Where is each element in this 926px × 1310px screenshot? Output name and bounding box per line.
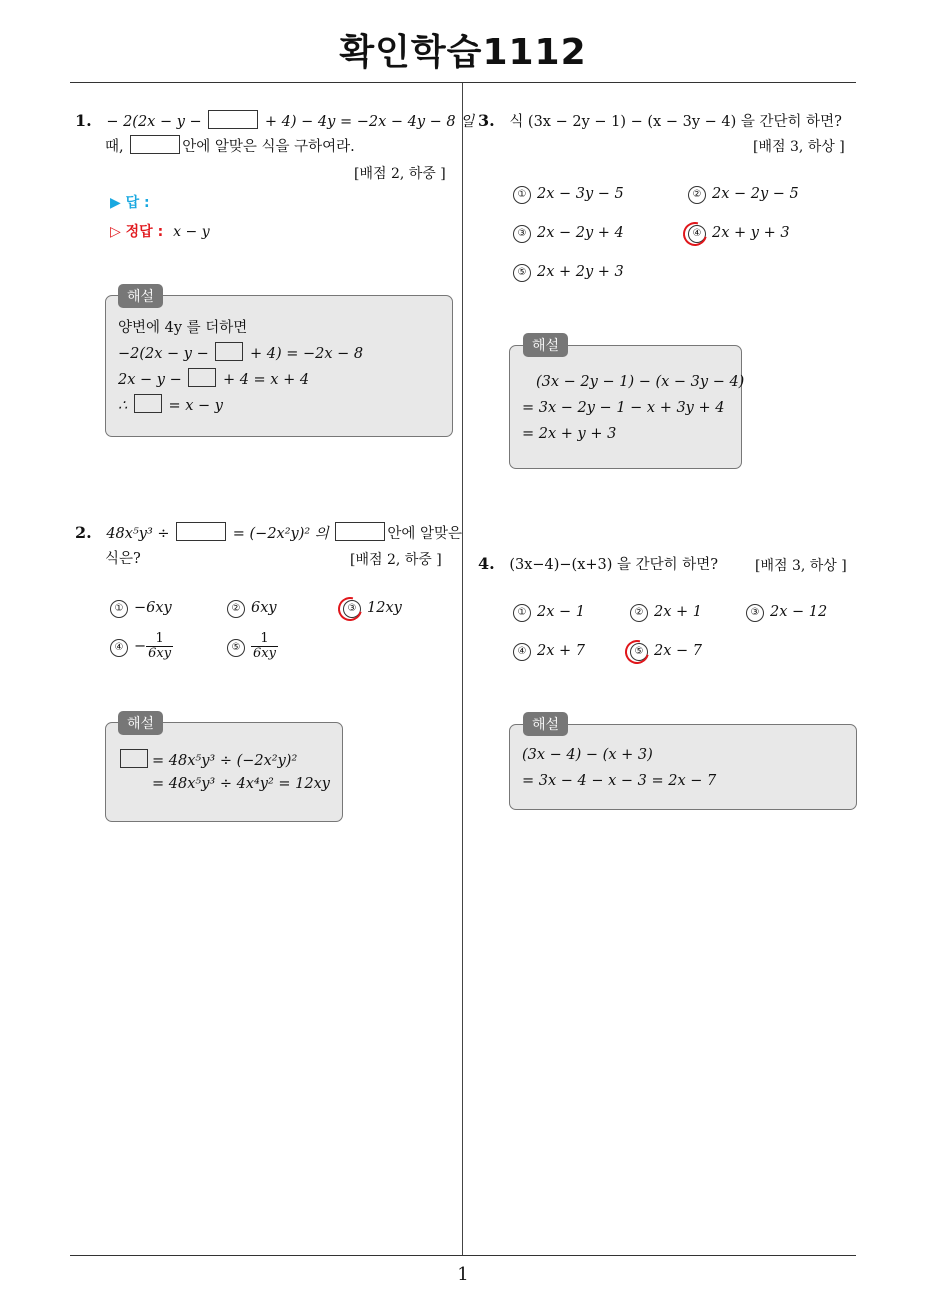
solution-box bbox=[105, 295, 453, 437]
question-4 bbox=[478, 551, 718, 578]
question-text: = (−2x²y)² 의 bbox=[232, 526, 329, 542]
question-number: 3. bbox=[478, 111, 495, 130]
answer-blank bbox=[188, 368, 216, 387]
solution-box bbox=[509, 724, 857, 810]
option-3[interactable]: ③ 12xy bbox=[343, 600, 402, 618]
option-4[interactable]: ④ 2x + y + 3 bbox=[688, 225, 790, 243]
question-text: 식 (3x − 2y − 1) − (x − 3y − 4) 을 간단히 하면? bbox=[509, 114, 842, 130]
question-text: 안에 알맞은 식을 구하여라. bbox=[182, 139, 355, 155]
solution-line: −2(2x − y − + 4) = −2x − 8 bbox=[118, 342, 363, 362]
option-1[interactable]: ① 2x − 3y − 5 bbox=[513, 186, 624, 204]
option-4[interactable]: ④ − $\frac{1}{6xy}$ bbox=[110, 632, 173, 661]
answer-blank bbox=[176, 522, 226, 541]
solution-box bbox=[105, 722, 343, 822]
option-2[interactable]: ② 6xy bbox=[227, 600, 277, 618]
solution-tag: 해설 bbox=[523, 712, 568, 736]
score-label: [배점 2, 하중 ] bbox=[350, 552, 442, 568]
answer-blank bbox=[130, 135, 180, 154]
answer-blank bbox=[335, 522, 385, 541]
option-1[interactable]: ① 2x − 1 bbox=[513, 604, 585, 622]
top-rule bbox=[70, 82, 856, 83]
page-number: 1 bbox=[457, 1264, 469, 1285]
fraction: $\frac{1}{6xy}$ bbox=[253, 631, 276, 661]
fraction: $\frac{1}{6xy}$ bbox=[148, 631, 172, 661]
solution-line: 양변에 4y 를 더하면 bbox=[118, 320, 248, 336]
question-2-line2: 식은? bbox=[105, 551, 141, 567]
solution-line: = 3x − 4 − x − 3 = 2x − 7 bbox=[522, 773, 717, 789]
selected-answer-mark bbox=[334, 593, 367, 626]
option-1[interactable]: ① −6xy bbox=[110, 600, 172, 618]
solution-line: 2x − y − + 4 = x + 4 bbox=[118, 368, 309, 388]
solution-tag: 해설 bbox=[523, 333, 568, 357]
question-number: 2. bbox=[75, 523, 92, 542]
solution-tag: 해설 bbox=[118, 711, 163, 735]
solution-line: (3x − 4) − (x + 3) bbox=[522, 747, 653, 763]
column-divider bbox=[462, 83, 463, 1255]
selected-answer-mark bbox=[621, 636, 654, 669]
option-3[interactable]: ③ 2x − 12 bbox=[746, 604, 827, 622]
option-2[interactable]: ② 2x + 1 bbox=[630, 604, 702, 622]
solution-line: ∴ = x − y bbox=[118, 394, 223, 414]
question-2 bbox=[75, 520, 462, 547]
score-label: [배점 3, 하상 ] bbox=[755, 558, 847, 574]
answer-blank bbox=[134, 394, 162, 413]
question-text: 안에 알맞은 bbox=[387, 526, 463, 542]
correct-answer bbox=[110, 221, 210, 241]
solution-line: = 48x⁵y³ ÷ (−2x²y)² bbox=[120, 749, 297, 769]
solution-line: (3x − 2y − 1) − (x − 3y − 4) bbox=[536, 374, 745, 390]
question-text: − 2(2x − y − bbox=[106, 114, 202, 130]
score-label: [배점 2, 하중 ] bbox=[354, 166, 446, 182]
answer-label: ▶ 답 : bbox=[110, 195, 150, 211]
question-1 bbox=[75, 108, 474, 135]
question-3 bbox=[478, 108, 842, 135]
question-number: 1. bbox=[75, 111, 92, 130]
bottom-rule bbox=[70, 1255, 856, 1256]
option-2[interactable]: ② 2x − 2y − 5 bbox=[688, 186, 799, 204]
solution-line: = 48x⁵y³ ÷ 4x⁴y² = 12xy bbox=[152, 776, 330, 792]
solution-line: = 2x + y + 3 bbox=[522, 426, 617, 442]
option-5[interactable]: ⑤ $\frac{1}{6xy}$ bbox=[227, 632, 278, 661]
question-text: (3x−4)−(x+3) 을 간단히 하면? bbox=[509, 557, 719, 573]
solution-box bbox=[509, 345, 745, 469]
option-4[interactable]: ④ 2x + 7 bbox=[513, 643, 585, 661]
question-text: + 4) − 4y = −2x − 4y − 8 일 bbox=[264, 114, 475, 130]
answer-blank bbox=[208, 110, 258, 129]
question-number: 4. bbox=[478, 554, 495, 573]
score-label: [배점 3, 하상 ] bbox=[753, 139, 845, 155]
solution-line: = 3x − 2y − 1 − x + 3y + 4 bbox=[522, 400, 725, 416]
option-5[interactable]: ⑤ 2x − 7 bbox=[630, 643, 702, 661]
option-3[interactable]: ③ 2x − 2y + 4 bbox=[513, 225, 624, 243]
option-5[interactable]: ⑤ 2x + 2y + 3 bbox=[513, 264, 624, 282]
question-text: 48x⁵y³ ÷ bbox=[106, 526, 170, 542]
correct-answer-label: ▷ 정답 : bbox=[110, 224, 164, 240]
answer-blank bbox=[215, 342, 243, 361]
correct-answer-value: x − y bbox=[173, 224, 210, 240]
question-1-line2 bbox=[105, 134, 355, 160]
solution-tag: 해설 bbox=[118, 284, 163, 308]
page-title: 확인학습1112 bbox=[339, 32, 587, 73]
question-text: 때, bbox=[105, 139, 124, 155]
answer-blank bbox=[120, 749, 148, 768]
selected-answer-mark bbox=[679, 218, 712, 251]
